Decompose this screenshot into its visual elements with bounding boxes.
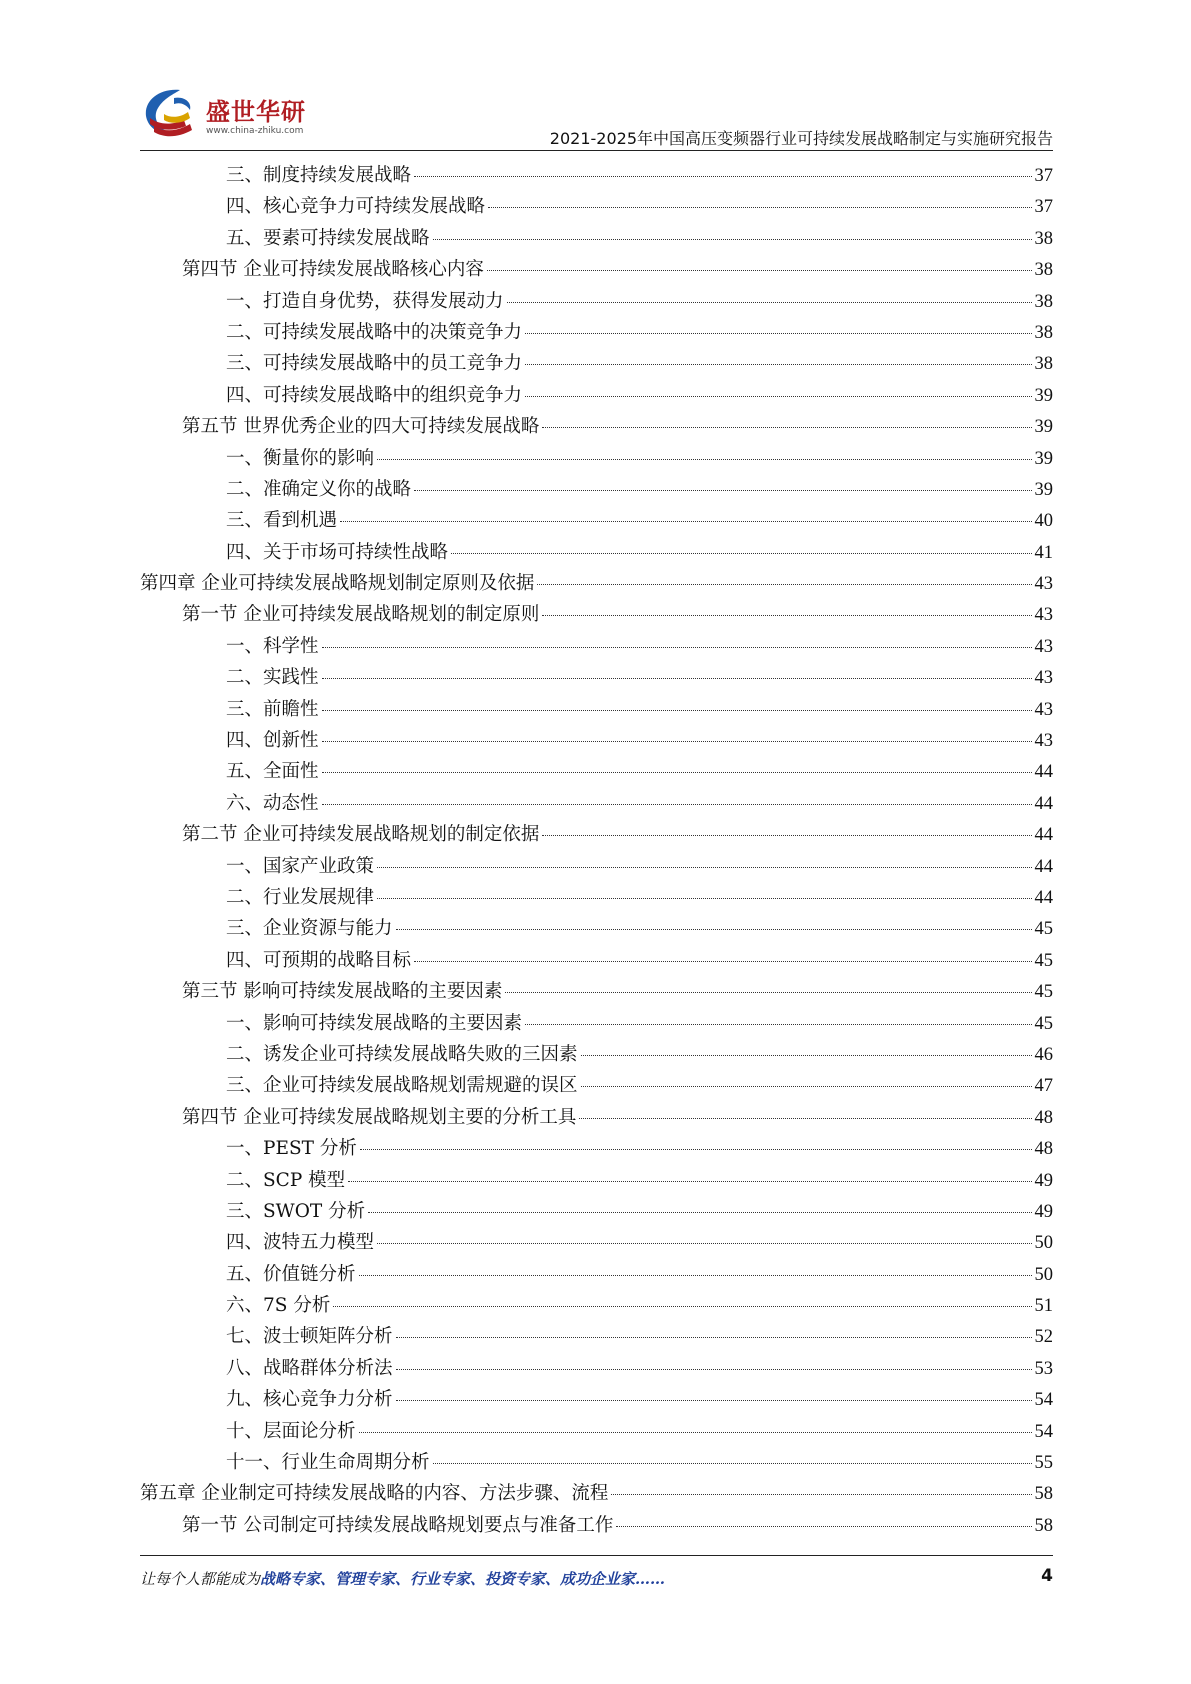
toc-entry-page: 43 xyxy=(1034,699,1053,720)
toc-entry[interactable] xyxy=(140,568,1053,599)
toc-dot-leader xyxy=(340,521,1031,522)
toc-entry-page: 51 xyxy=(1034,1296,1053,1317)
logo-emblem-icon xyxy=(140,84,204,144)
toc-entry-title: 四、核心竞争力可持续发展战略 xyxy=(226,196,486,218)
toc-entry-title: 十一、行业生命周期分析 xyxy=(226,1452,430,1474)
toc-entry[interactable] xyxy=(140,756,1053,787)
table-of-contents xyxy=(140,160,1053,1541)
toc-entry-page: 40 xyxy=(1034,511,1053,532)
logo-wordmark: 盛世华研 xyxy=(206,98,306,126)
toc-dot-leader xyxy=(507,302,1032,303)
toc-dot-leader xyxy=(433,239,1032,240)
toc-entry-title: 一、PEST 分析 xyxy=(226,1138,357,1160)
toc-entry[interactable] xyxy=(140,631,1053,662)
toc-entry-page: 52 xyxy=(1034,1327,1053,1348)
toc-dot-leader xyxy=(414,961,1031,962)
toc-entry[interactable] xyxy=(140,1008,1053,1039)
toc-entry-page: 53 xyxy=(1034,1358,1053,1379)
toc-dot-leader xyxy=(414,176,1031,177)
toc-entry-title: 第一节 公司制定可持续发展战略规划要点与准备工作 xyxy=(182,1514,614,1536)
toc-entry-page: 44 xyxy=(1034,793,1053,814)
toc-dot-leader xyxy=(579,1118,1031,1119)
toc-entry[interactable] xyxy=(140,1227,1053,1258)
toc-entry-page: 41 xyxy=(1034,542,1053,563)
toc-entry-title: 八、战略群体分析法 xyxy=(226,1357,393,1379)
toc-entry-title: 一、影响可持续发展战略的主要因素 xyxy=(226,1012,523,1034)
toc-entry-title: 三、SWOT 分析 xyxy=(226,1200,366,1222)
toc-entry[interactable] xyxy=(140,1070,1053,1101)
toc-entry-title: 二、行业发展规律 xyxy=(226,886,375,908)
toc-entry-title: 四、关于市场可持续性战略 xyxy=(226,541,449,563)
toc-entry[interactable] xyxy=(140,474,1053,505)
toc-entry-page: 38 xyxy=(1034,228,1053,249)
toc-entry-title: 一、科学性 xyxy=(226,635,319,657)
toc-dot-leader xyxy=(537,584,1031,585)
toc-entry-title: 五、全面性 xyxy=(226,761,319,783)
toc-entry[interactable] xyxy=(140,1039,1053,1070)
toc-dot-leader xyxy=(487,270,1032,271)
toc-entry[interactable] xyxy=(140,1196,1053,1227)
toc-dot-leader xyxy=(396,1369,1032,1370)
toc-entry-page: 38 xyxy=(1034,322,1053,343)
toc-entry[interactable] xyxy=(140,380,1053,411)
toc-entry-page: 54 xyxy=(1034,1390,1053,1411)
toc-entry-title: 六、动态性 xyxy=(226,792,319,814)
toc-entry-page: 44 xyxy=(1034,762,1053,783)
toc-entry[interactable] xyxy=(140,851,1053,882)
toc-entry-page: 46 xyxy=(1034,1044,1053,1065)
toc-dot-leader xyxy=(616,1526,1031,1527)
toc-dot-leader xyxy=(348,1181,1031,1182)
toc-entry[interactable] xyxy=(140,945,1053,976)
toc-dot-leader xyxy=(377,867,1031,868)
toc-entry[interactable] xyxy=(140,1478,1053,1509)
toc-entry[interactable] xyxy=(140,223,1053,254)
toc-entry-page: 45 xyxy=(1034,1013,1053,1034)
toc-dot-leader xyxy=(322,678,1032,679)
toc-entry-title: 第一节 企业可持续发展战略规划的制定原则 xyxy=(182,604,540,626)
toc-entry-title: 二、准确定义你的战略 xyxy=(226,478,412,500)
toc-dot-leader xyxy=(322,772,1032,773)
toc-entry-title: 一、打造自身优势，获得发展动力 xyxy=(226,290,504,312)
toc-entry-title: 第五章 企业制定可持续发展战略的内容、方法步骤、流程 xyxy=(140,1483,609,1505)
toc-entry-title: 四、创新性 xyxy=(226,730,319,752)
toc-entry-page: 54 xyxy=(1034,1421,1053,1442)
toc-entry-title: 第二节 企业可持续发展战略规划的制定依据 xyxy=(182,824,540,846)
footer-divider xyxy=(140,1555,1053,1556)
toc-entry[interactable] xyxy=(140,191,1053,222)
toc-entry-title: 六、7S 分析 xyxy=(226,1295,331,1317)
toc-entry[interactable] xyxy=(140,254,1053,285)
page-header xyxy=(140,84,1053,148)
toc-entry-page: 43 xyxy=(1034,668,1053,689)
toc-entry-page: 44 xyxy=(1034,856,1053,877)
toc-entry-page: 58 xyxy=(1034,1484,1053,1505)
toc-entry-title: 四、波特五力模型 xyxy=(226,1232,375,1254)
toc-entry-page: 43 xyxy=(1034,731,1053,752)
toc-entry[interactable] xyxy=(140,1290,1053,1321)
toc-entry-title: 四、可持续发展战略中的组织竞争力 xyxy=(226,384,523,406)
toc-entry-title: 二、SCP 模型 xyxy=(226,1169,346,1191)
toc-entry-page: 43 xyxy=(1034,605,1053,626)
toc-dot-leader xyxy=(322,741,1032,742)
toc-dot-leader xyxy=(525,333,1031,334)
toc-entry-page: 39 xyxy=(1034,479,1053,500)
toc-entry[interactable] xyxy=(140,882,1053,913)
toc-entry[interactable] xyxy=(140,788,1053,819)
toc-entry[interactable] xyxy=(140,286,1053,317)
toc-entry[interactable] xyxy=(140,1321,1053,1352)
toc-entry-page: 38 xyxy=(1034,291,1053,312)
toc-entry[interactable] xyxy=(140,1353,1053,1384)
toc-entry-title: 第四节 企业可持续发展战略规划主要的分析工具 xyxy=(182,1106,577,1128)
toc-entry[interactable] xyxy=(140,725,1053,756)
toc-entry[interactable] xyxy=(140,1133,1053,1164)
toc-entry-page: 43 xyxy=(1034,636,1053,657)
toc-dot-leader xyxy=(396,929,1032,930)
toc-entry-title: 七、波士顿矩阵分析 xyxy=(226,1326,393,1348)
toc-entry-page: 49 xyxy=(1034,1170,1053,1191)
toc-entry-title: 一、国家产业政策 xyxy=(226,855,375,877)
toc-entry-page: 55 xyxy=(1034,1453,1053,1474)
toc-entry-page: 44 xyxy=(1034,887,1053,908)
toc-entry[interactable] xyxy=(140,348,1053,379)
toc-dot-leader xyxy=(396,1337,1032,1338)
toc-dot-leader xyxy=(542,615,1031,616)
toc-dot-leader xyxy=(542,427,1031,428)
toc-entry-page: 43 xyxy=(1034,574,1053,595)
toc-entry[interactable] xyxy=(140,694,1053,725)
toc-entry-title: 五、价值链分析 xyxy=(226,1263,356,1285)
toc-dot-leader xyxy=(377,1243,1031,1244)
toc-entry[interactable] xyxy=(140,662,1053,693)
toc-entry-title: 第四节 企业可持续发展战略核心内容 xyxy=(182,259,484,281)
toc-entry[interactable] xyxy=(140,1510,1053,1541)
toc-entry-page: 38 xyxy=(1034,260,1053,281)
toc-entry-page: 48 xyxy=(1034,1107,1053,1128)
toc-entry-page: 44 xyxy=(1034,825,1053,846)
toc-dot-leader xyxy=(451,553,1031,554)
toc-entry[interactable] xyxy=(140,1165,1053,1196)
toc-dot-leader xyxy=(377,459,1031,460)
header-divider xyxy=(140,150,1053,151)
toc-entry[interactable] xyxy=(140,505,1053,536)
toc-dot-leader xyxy=(377,898,1031,899)
toc-entry-title: 九、核心竞争力分析 xyxy=(226,1389,393,1411)
toc-entry-title: 二、可持续发展战略中的决策竞争力 xyxy=(226,321,523,343)
toc-entry[interactable] xyxy=(140,1447,1053,1478)
toc-entry-title: 第四章 企业可持续发展战略规划制定原则及依据 xyxy=(140,573,535,595)
toc-entry-title: 三、企业资源与能力 xyxy=(226,918,393,940)
toc-entry[interactable] xyxy=(140,1259,1053,1290)
toc-entry-title: 三、可持续发展战略中的员工竞争力 xyxy=(226,353,523,375)
toc-entry-page: 37 xyxy=(1034,166,1053,186)
toc-dot-leader xyxy=(505,992,1031,993)
toc-entry-title: 五、要素可持续发展战略 xyxy=(226,227,430,249)
toc-dot-leader xyxy=(542,835,1031,836)
toc-entry-page: 45 xyxy=(1034,950,1053,971)
toc-dot-leader xyxy=(525,1024,1031,1025)
toc-entry-page: 39 xyxy=(1034,417,1053,438)
toc-dot-leader xyxy=(414,490,1031,491)
toc-dot-leader xyxy=(368,1212,1031,1213)
toc-entry-title: 一、衡量你的影响 xyxy=(226,447,375,469)
toc-dot-leader xyxy=(360,1149,1032,1150)
toc-entry-page: 49 xyxy=(1034,1201,1053,1222)
toc-entry-page: 47 xyxy=(1034,1076,1053,1097)
toc-entry-title: 二、诱发企业可持续发展战略失败的三因素 xyxy=(226,1043,578,1065)
toc-entry-title: 十、层面论分析 xyxy=(226,1420,356,1442)
toc-entry-page: 58 xyxy=(1034,1515,1053,1536)
toc-entry-page: 39 xyxy=(1034,448,1053,469)
toc-entry[interactable] xyxy=(140,411,1053,442)
toc-entry-page: 50 xyxy=(1034,1264,1053,1285)
toc-dot-leader xyxy=(433,1463,1032,1464)
toc-dot-leader xyxy=(396,1400,1032,1401)
footer-slogan-prefix: 让每个人都能成为 xyxy=(140,1570,261,1588)
toc-dot-leader xyxy=(581,1086,1032,1087)
toc-dot-leader xyxy=(488,207,1031,208)
toc-dot-leader xyxy=(322,647,1032,648)
toc-entry-page: 45 xyxy=(1034,982,1053,1003)
toc-entry[interactable] xyxy=(140,599,1053,630)
toc-entry-title: 四、可预期的战略目标 xyxy=(226,949,412,971)
toc-entry[interactable] xyxy=(140,443,1053,474)
logo-url: www.china-zhiku.com xyxy=(206,126,304,136)
toc-entry-page: 39 xyxy=(1034,385,1053,406)
toc-entry-title: 第五节 世界优秀企业的四大可持续发展战略 xyxy=(182,416,540,438)
toc-dot-leader xyxy=(525,364,1031,365)
toc-entry[interactable] xyxy=(140,317,1053,348)
toc-entry-page: 45 xyxy=(1034,919,1053,940)
toc-entry-title: 三、制度持续发展战略 xyxy=(226,165,412,186)
toc-entry[interactable] xyxy=(140,976,1053,1007)
toc-dot-leader xyxy=(322,804,1032,805)
toc-entry[interactable] xyxy=(140,1102,1053,1133)
toc-entry-title: 第三节 影响可持续发展战略的主要因素 xyxy=(182,981,503,1003)
footer-slogan-highlight: 战略专家、管理专家、行业专家、投资专家、成功企业家…… xyxy=(260,1570,666,1588)
toc-dot-leader xyxy=(359,1275,1032,1276)
footer-slogan xyxy=(140,1568,665,1589)
toc-dot-leader xyxy=(581,1055,1032,1056)
toc-entry-page: 48 xyxy=(1034,1139,1053,1160)
toc-dot-leader xyxy=(525,396,1031,397)
toc-entry[interactable] xyxy=(140,537,1053,568)
toc-dot-leader xyxy=(611,1494,1031,1495)
toc-entry-title: 二、实践性 xyxy=(226,667,319,689)
page-number: 4 xyxy=(1041,1566,1053,1586)
toc-entry[interactable] xyxy=(140,1384,1053,1415)
toc-entry[interactable] xyxy=(140,913,1053,944)
report-title: 2021-2025年中国高压变频器行业可持续发展战略制定与实施研究报告 xyxy=(549,129,1053,148)
toc-dot-leader xyxy=(333,1306,1031,1307)
toc-entry-page: 50 xyxy=(1034,1233,1053,1254)
toc-entry[interactable] xyxy=(140,1416,1053,1447)
toc-entry-page: 38 xyxy=(1034,354,1053,375)
toc-entry[interactable] xyxy=(140,160,1053,191)
toc-dot-leader xyxy=(359,1432,1032,1433)
toc-dot-leader xyxy=(322,710,1032,711)
toc-entry-title: 三、看到机遇 xyxy=(226,510,338,532)
toc-entry-title: 三、前瞻性 xyxy=(226,698,319,720)
toc-entry-title: 三、企业可持续发展战略规划需规避的误区 xyxy=(226,1075,578,1097)
toc-entry-page: 37 xyxy=(1034,197,1053,218)
toc-entry[interactable] xyxy=(140,819,1053,850)
company-logo xyxy=(140,84,310,144)
